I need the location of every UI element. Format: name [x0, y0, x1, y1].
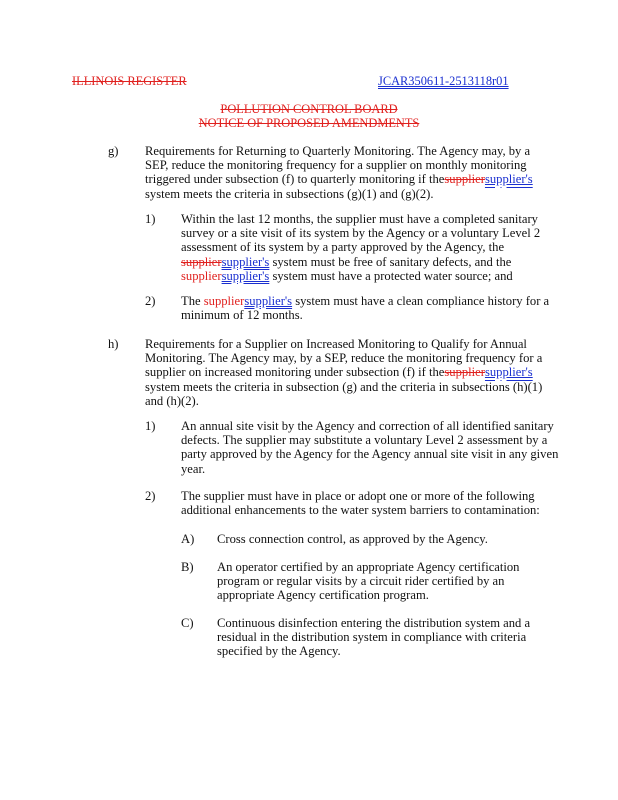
item-h1-label: 1) — [145, 419, 156, 433]
section-h-line: and (h)(2). — [145, 393, 199, 408]
subitem-b-line: An operator certified by an appropriate Agency certification — [217, 560, 520, 574]
register-header: ILLINOIS REGISTER — [72, 74, 187, 88]
subitem-a-label: A) — [181, 532, 195, 546]
subitem-b-line: program or regular visits by a circuit rider certified by an — [217, 574, 505, 589]
subitem-b-label: B) — [181, 560, 194, 574]
item-h1-text — [181, 419, 569, 476]
board-title: POLLUTION CONTROL BOARD — [220, 102, 398, 116]
section-h-line — [145, 365, 537, 379]
section-g-line — [145, 172, 537, 186]
item-h2-line: additional enhancements to the water system barriers to contamination: — [181, 503, 540, 518]
item-g2-line-text: The — [181, 294, 201, 308]
item-g1-line-text: system must be free of sanitary defects, and the — [272, 254, 512, 269]
item-h1-line: defects. The supplier may substitute a voluntary Level 2 assessment by a — [181, 433, 548, 448]
section-g-line: system meets the criteria in subsections (g)(1) and (g)(2). — [145, 186, 434, 201]
section-g-label: g) — [108, 144, 119, 158]
subitem-b-text — [217, 560, 533, 603]
item-h1-line: year. — [181, 461, 206, 476]
item-g1-line: Within the last 12 months, the supplier must have a completed sanitary — [181, 212, 538, 226]
item-g1-line: survey or a site visit of its system by the Agency or a voluntary Level 2 — [181, 226, 541, 241]
deleted-text: supplier — [181, 254, 222, 269]
inserted-text: supplier's — [221, 254, 270, 269]
item-g2-line-text: system must have a clean compliance history for a — [295, 294, 550, 308]
subitem-c-line: specified by the Agency. — [217, 644, 341, 659]
section-g-line: SEP, reduce the monitoring frequency for a supplier on monthly monitoring — [145, 158, 527, 173]
deleted-text: supplier — [203, 294, 245, 308]
deleted-text: supplier — [444, 172, 485, 187]
item-g2-line: minimum of 12 months. — [181, 308, 303, 323]
subitem-c-line: residual in the distribution system in compliance with criteria — [217, 630, 527, 645]
deleted-text: supplier — [181, 268, 222, 283]
item-h2-label: 2) — [145, 489, 156, 503]
section-h-text — [145, 337, 543, 408]
subitem-a-line: Cross connection control, as approved by the Agency. — [217, 532, 488, 546]
item-g1-text — [181, 212, 569, 283]
item-g2-label: 2) — [145, 294, 156, 308]
section-h-line: Requirements for a Supplier on Increased Monitoring to Qualify for Annual — [145, 337, 527, 351]
section-h-line: system meets the criteria in subsection (g) and the criteria in subsections (h)(1) — [145, 379, 543, 394]
subitem-a-text — [217, 532, 533, 546]
inserted-text: supplier's — [221, 268, 270, 283]
notice-title: NOTICE OF PROPOSED AMENDMENTS — [198, 116, 420, 130]
section-h-label: h) — [108, 337, 119, 351]
item-h1-line: party approved by the Agency for the Agency annual site visit in any given — [181, 447, 559, 462]
item-g1-line — [181, 269, 569, 283]
subitem-c-line: Continuous disinfection entering the distribution system and a — [217, 616, 531, 630]
inserted-text: supplier's — [484, 172, 533, 187]
item-h2-text — [181, 489, 569, 517]
section-g-text — [145, 144, 537, 201]
item-h2-line: The supplier must have in place or adopt one or more of the following — [181, 489, 535, 503]
item-g2-line — [181, 294, 569, 308]
item-g2-text — [181, 294, 569, 322]
section-g-line: Requirements for Returning to Quarterly Monitoring. The Agency may, by a — [145, 144, 531, 158]
subitem-c-text — [217, 616, 533, 659]
item-g1-line: assessment of its system by a party approved by the Agency, the — [181, 240, 505, 255]
deleted-text: supplier — [444, 365, 485, 380]
item-h1-line: An annual site visit by the Agency and correction of all identified sanitary — [181, 419, 554, 433]
item-g1-line — [181, 255, 569, 269]
subitem-c-label: C) — [181, 616, 194, 630]
item-g1-label: 1) — [145, 212, 156, 226]
inserted-text: supplier's — [244, 294, 293, 308]
inserted-text: supplier's — [484, 365, 533, 380]
section-g-line-text: triggered under subsection (f) to quarterly monitoring if the — [145, 172, 445, 187]
jcar-code: JCAR350611-2513118r01 — [378, 74, 509, 88]
item-g1-line-text: system must have a protected water source; and — [272, 268, 513, 283]
section-h-line: Monitoring. The Agency may, by a SEP, reduce the monitoring frequency for a — [145, 351, 543, 366]
section-h-line-text: supplier on increased monitoring under subsection (f) if the — [145, 365, 445, 380]
subitem-b-line: appropriate Agency certification program. — [217, 588, 429, 603]
